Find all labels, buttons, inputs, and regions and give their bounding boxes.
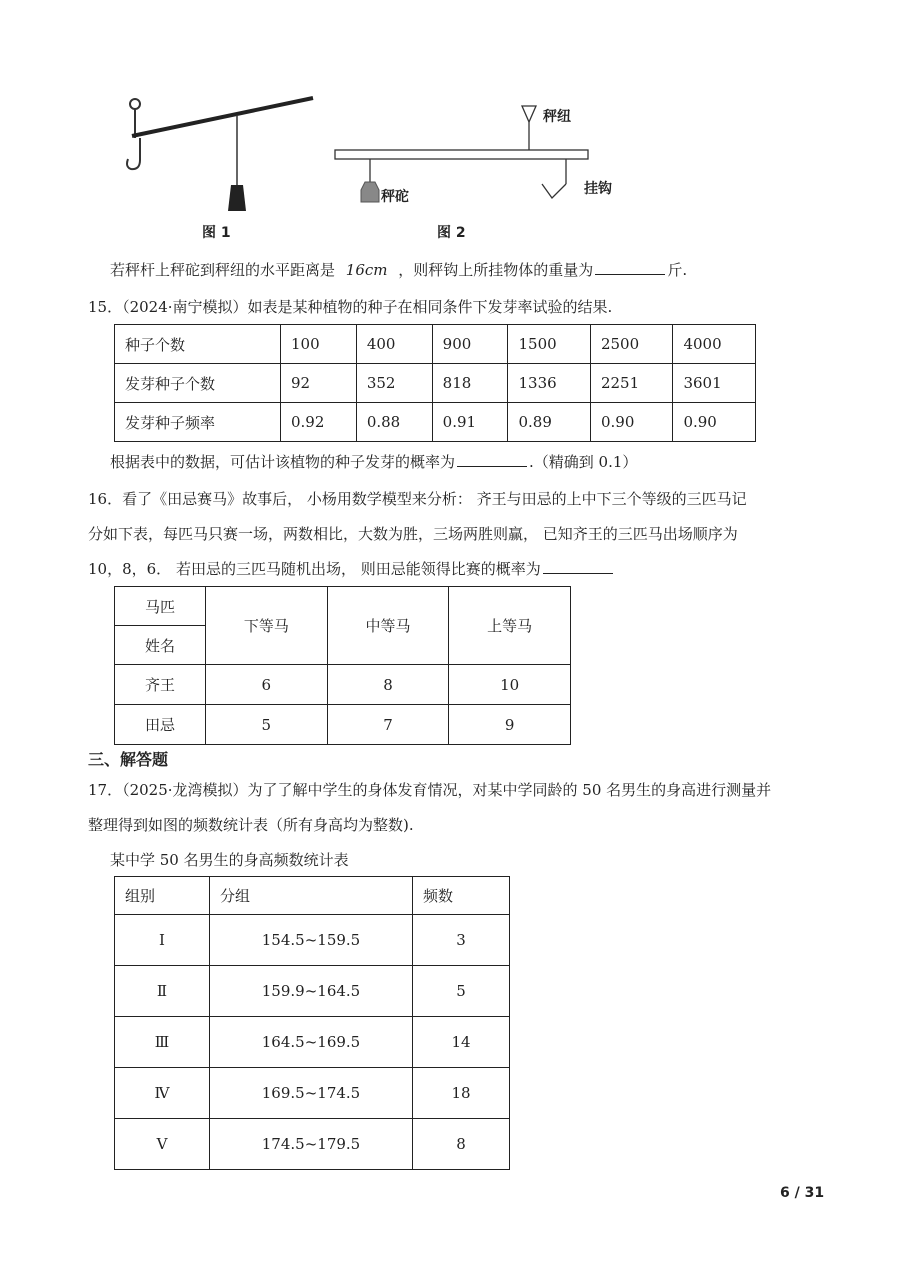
q14-text-before: 若秤杆上秤砣到秤纽的水平距离是 [110, 261, 336, 279]
table-row [115, 1068, 510, 1119]
group-label: Ⅰ [115, 915, 210, 966]
q14-unit: 斤. [667, 261, 688, 279]
row-name: 田忌 [115, 705, 206, 745]
q17-table-title: 某中学 50 名男生的身高频数统计表 [110, 851, 349, 869]
table-row [115, 966, 510, 1017]
table-cell: 400 [356, 325, 432, 364]
column-header: 上等马 [449, 587, 571, 665]
column-header: 频数 [413, 877, 510, 915]
table-cell: 100 [281, 325, 357, 364]
table-cell: 0.89 [508, 403, 590, 442]
q14-question-line [110, 260, 687, 280]
table-row [115, 587, 571, 626]
q15-ask-before: 根据表中的数据，可估计该植物的种子发芽的概率为 [110, 453, 456, 471]
q15-answer-blank [457, 452, 527, 467]
figure-2-knob-label: 秤纽 [543, 109, 571, 125]
row-name: 齐王 [115, 665, 206, 705]
table-cell: 18 [413, 1068, 510, 1119]
q14-text-middle: ，则秤钩上所挂物体的重量为 [398, 261, 594, 279]
table-cell: 174.5~179.5 [210, 1119, 413, 1170]
table-cell: 8 [327, 665, 449, 705]
page-number: 6 / 31 [780, 1185, 825, 1201]
q14-distance-value: 16cm [345, 261, 388, 279]
table-cell: 4000 [673, 325, 756, 364]
figure-2-hook-label: 挂钩 [584, 181, 612, 197]
table-row [115, 877, 510, 915]
column-header: 分组 [210, 877, 413, 915]
q15-ask-after: .（精确到 0.1） [529, 453, 638, 471]
table-cell: 10 [449, 665, 571, 705]
q16-line-2: 分如下表，每匹马只赛一场，两数相比，大数为胜，三场两胜则赢， 已知齐王的三匹马出场顺序为 [88, 525, 738, 543]
table-cell: 8 [413, 1119, 510, 1170]
section-title: 三、解答题 [88, 750, 169, 769]
q16-line-1: 16．看了《田忌赛马》故事后， 小杨用数学模型来分析： 齐王与田忌的上中下三个等级的三匹马记 [88, 490, 747, 508]
table-cell: 9 [449, 705, 571, 745]
table-cell: 6 [206, 665, 328, 705]
table-row [115, 364, 756, 403]
figure-2-weight-label: 秤砣 [381, 189, 409, 205]
group-label: Ⅱ [115, 966, 210, 1017]
group-label: Ⅳ [115, 1068, 210, 1119]
column-header: 组别 [115, 877, 210, 915]
q17-height-frequency-table [114, 876, 510, 1170]
table-cell: 352 [356, 364, 432, 403]
table-row [115, 915, 510, 966]
table-cell: 发芽种子个数 [115, 364, 281, 403]
table-row [115, 665, 571, 705]
table-cell: 3 [413, 915, 510, 966]
table-cell: 7 [327, 705, 449, 745]
table-cell: 154.5~159.5 [210, 915, 413, 966]
q16-line-3 [88, 559, 615, 579]
table-row [115, 403, 756, 442]
q15-germination-table [114, 324, 756, 442]
q15-stem: 15．（2024·南宁模拟）如表是某种植物的种子在相同条件下发芽率试验的结果. [88, 298, 613, 316]
table-cell: 种子个数 [115, 325, 281, 364]
table-cell: 169.5~174.5 [210, 1068, 413, 1119]
table-row [115, 1017, 510, 1068]
table-cell: 900 [432, 325, 508, 364]
q17-line-2: 整理得到如图的频数统计表（所有身高均为整数). [88, 816, 414, 834]
table-cell: 1336 [508, 364, 590, 403]
table-cell: 0.91 [432, 403, 508, 442]
table-row [115, 325, 756, 364]
q16-answer-blank [543, 559, 613, 574]
table-cell: 818 [432, 364, 508, 403]
table-row [115, 705, 571, 745]
table-cell: 发芽种子频率 [115, 403, 281, 442]
table-cell: 0.90 [673, 403, 756, 442]
figure-2-caption: 图 2 [437, 225, 466, 241]
table-row [115, 1119, 510, 1170]
table-cell: 0.90 [590, 403, 672, 442]
table-cell: 92 [281, 364, 357, 403]
figure-1-caption: 图 1 [202, 225, 231, 241]
q17-line-1: 17．（2025·龙湾模拟）为了了解中学生的身体发育情况，对某中学同龄的 50 名男生的身高进行测量并 [88, 781, 772, 799]
header-name-label: 姓名 [115, 626, 206, 665]
column-header: 中等马 [327, 587, 449, 665]
group-label: Ⅲ [115, 1017, 210, 1068]
table-cell: 2251 [590, 364, 672, 403]
q16-horse-table [114, 586, 571, 745]
table-cell: 164.5~169.5 [210, 1017, 413, 1068]
column-header: 下等马 [206, 587, 328, 665]
q15-ask-line [110, 452, 637, 472]
table-cell: 0.92 [281, 403, 357, 442]
table-cell: 0.88 [356, 403, 432, 442]
group-label: Ⅴ [115, 1119, 210, 1170]
table-cell: 1500 [508, 325, 590, 364]
table-cell: 3601 [673, 364, 756, 403]
figure-1-steelyard [110, 88, 325, 218]
table-cell: 5 [206, 705, 328, 745]
table-cell: 5 [413, 966, 510, 1017]
table-cell: 2500 [590, 325, 672, 364]
q16-line-3-text: 10，8，6． 若田忌的三匹马随机出场， 则田忌能领得比赛的概率为 [88, 560, 541, 578]
table-cell: 159.9~164.5 [210, 966, 413, 1017]
q14-answer-blank [595, 260, 665, 275]
table-cell: 14 [413, 1017, 510, 1068]
header-horse-label: 马匹 [115, 587, 206, 626]
